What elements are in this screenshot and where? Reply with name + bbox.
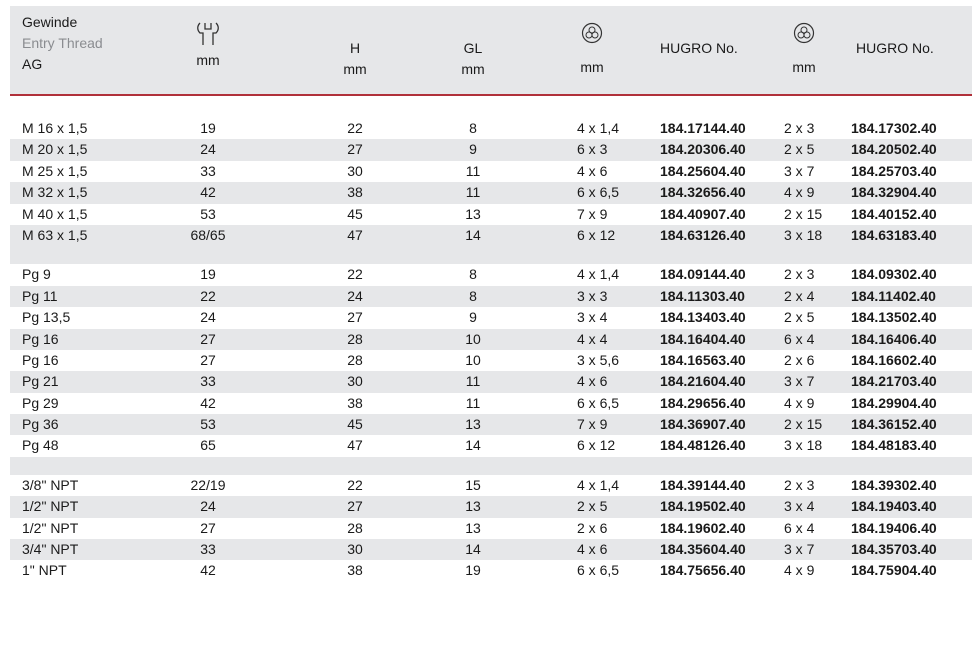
cell-seal-b: 3 x 18	[784, 437, 823, 454]
table-row	[10, 139, 972, 160]
cell-gl: 13	[465, 205, 481, 222]
header-height-unit: mm	[343, 61, 367, 77]
table-row	[10, 393, 972, 414]
cell-thread: Pg 48	[22, 437, 59, 454]
cell-thread: 3/8" NPT	[22, 476, 79, 493]
cell-wrench-size: 22/19	[190, 476, 226, 493]
cell-hugro-a: 184.48126.40	[660, 437, 746, 454]
cell-height: 28	[347, 519, 363, 536]
cell-seal-b: 2 x 4	[784, 287, 815, 304]
cell-thread: 1" NPT	[22, 562, 67, 579]
cell-height: 27	[347, 141, 363, 158]
cell-height: 22	[347, 266, 363, 283]
cell-seal-b: 6 x 4	[784, 330, 815, 347]
cell-hugro-a: 184.16563.40	[660, 351, 746, 368]
cell-seal-b: 3 x 7	[784, 373, 815, 390]
header-seal-a-unit: mm	[580, 59, 604, 75]
cell-wrench-size: 33	[200, 373, 216, 390]
cell-hugro-a: 184.19602.40	[660, 519, 746, 536]
table-row	[10, 414, 972, 435]
cell-gl: 11	[465, 373, 481, 390]
cell-seal-b: 2 x 15	[784, 416, 823, 433]
cell-hugro-b: 184.40152.40	[851, 205, 937, 222]
table-row	[10, 118, 972, 139]
cell-height: 22	[347, 120, 363, 136]
cell-thread: Pg 13,5	[22, 309, 71, 326]
cell-seal-b: 2 x 3	[784, 476, 815, 493]
cell-wrench-size: 53	[200, 416, 216, 433]
table-row	[10, 475, 972, 496]
cell-thread: Pg 21	[22, 373, 59, 390]
cell-height: 38	[347, 394, 363, 411]
cell-hugro-a: 184.25604.40	[660, 162, 746, 179]
cell-gl: 9	[469, 141, 477, 158]
cell-thread: M 32 x 1,5	[22, 184, 88, 201]
cell-hugro-b: 184.48183.40	[851, 437, 937, 454]
cell-seal-b: 2 x 5	[784, 309, 815, 326]
cell-hugro-b: 184.13502.40	[851, 309, 937, 326]
cell-wrench-size: 27	[200, 519, 216, 536]
cell-thread: Pg 11	[22, 287, 58, 304]
cell-height: 30	[347, 373, 363, 390]
header-wrench	[172, 20, 244, 71]
cell-wrench-size: 19	[200, 120, 216, 136]
table-row	[10, 204, 972, 225]
table-row	[10, 286, 972, 307]
cell-gl: 14	[465, 541, 481, 558]
cell-seal-a: 7 x 9	[577, 416, 608, 433]
cell-height: 27	[347, 498, 363, 515]
header-seal-b	[782, 22, 826, 78]
table-row	[10, 518, 972, 539]
group-separator	[10, 96, 972, 118]
table-row	[10, 307, 972, 328]
table-row	[10, 225, 972, 246]
cell-hugro-b: 184.16406.40	[851, 330, 937, 347]
cell-seal-b: 2 x 5	[784, 141, 815, 158]
cell-thread: M 63 x 1,5	[22, 226, 88, 243]
cell-hugro-a: 184.35604.40	[660, 541, 746, 558]
cell-gl: 15	[465, 476, 481, 493]
cell-seal-b: 3 x 7	[784, 162, 815, 179]
cell-gl: 11	[465, 162, 481, 179]
cell-hugro-b: 184.39302.40	[851, 476, 937, 493]
cell-gl: 13	[465, 498, 481, 515]
cell-hugro-b: 184.19406.40	[851, 519, 937, 536]
cell-seal-b: 2 x 15	[784, 205, 823, 222]
cell-thread: Pg 16	[22, 330, 59, 347]
header-height-label: H	[349, 40, 361, 56]
table-row	[10, 350, 972, 371]
cell-hugro-b: 184.21703.40	[851, 373, 937, 390]
cell-gl: 8	[469, 287, 477, 304]
cell-hugro-b: 184.63183.40	[851, 226, 937, 243]
cell-seal-a: 4 x 6	[577, 541, 608, 558]
table-header	[10, 6, 972, 96]
header-thread-de: Gewinde	[22, 14, 78, 30]
cell-hugro-a: 184.21604.40	[660, 373, 746, 390]
cell-hugro-b: 184.09302.40	[851, 266, 937, 283]
cell-thread: 1/2" NPT	[22, 498, 79, 515]
cell-height: 38	[347, 562, 363, 579]
cell-seal-a: 6 x 3	[577, 141, 608, 158]
cell-hugro-b: 184.75904.40	[851, 562, 937, 579]
cell-hugro-b: 184.16602.40	[851, 351, 937, 368]
cell-seal-a: 4 x 1,4	[577, 476, 620, 493]
cell-wrench-size: 27	[200, 351, 216, 368]
cell-seal-a: 4 x 1,4	[577, 266, 620, 283]
table-row	[10, 435, 972, 456]
cell-hugro-b: 184.29904.40	[851, 394, 937, 411]
cell-hugro-a: 184.19502.40	[660, 498, 746, 515]
cell-thread: M 16 x 1,5	[22, 120, 88, 136]
cell-hugro-a: 184.63126.40	[660, 226, 746, 243]
cell-wrench-size: 42	[200, 394, 216, 411]
cell-height: 47	[347, 437, 363, 454]
multi-hole-seal-icon	[581, 22, 603, 44]
header-seal-b-unit: mm	[792, 59, 816, 75]
cell-hugro-b: 184.11402.40	[851, 287, 936, 304]
cell-height: 30	[347, 541, 363, 558]
cell-height: 24	[347, 287, 363, 304]
table-row	[10, 161, 972, 182]
cell-hugro-a: 184.16404.40	[660, 330, 746, 347]
cell-seal-a: 3 x 3	[577, 287, 608, 304]
wrench-size-icon	[195, 20, 221, 48]
cell-thread: 1/2" NPT	[22, 519, 79, 536]
header-seal-a	[570, 22, 614, 78]
cell-seal-a: 7 x 9	[577, 205, 608, 222]
cell-seal-a: 4 x 6	[577, 373, 608, 390]
cell-seal-a: 3 x 5,6	[577, 351, 620, 368]
cell-seal-b: 2 x 3	[784, 120, 815, 136]
cell-seal-a: 6 x 6,5	[577, 394, 620, 411]
cell-seal-a: 6 x 12	[577, 226, 616, 243]
header-gl	[438, 38, 508, 80]
cell-hugro-a: 184.32656.40	[660, 184, 746, 201]
cell-seal-a: 4 x 6	[577, 162, 608, 179]
cell-thread: Pg 9	[22, 266, 51, 283]
cell-gl: 13	[465, 519, 481, 536]
cell-height: 38	[347, 184, 363, 201]
table-body	[10, 96, 972, 582]
cell-seal-a: 6 x 12	[577, 437, 616, 454]
cell-seal-a: 3 x 4	[577, 309, 608, 326]
cell-thread: Pg 29	[22, 394, 59, 411]
cell-hugro-b: 184.35703.40	[851, 541, 937, 558]
header-thread	[22, 12, 103, 75]
product-table	[10, 6, 972, 582]
table-row	[10, 264, 972, 285]
cell-wrench-size: 68/65	[190, 226, 226, 243]
cell-hugro-b: 184.32904.40	[851, 184, 937, 201]
cell-gl: 8	[469, 120, 477, 136]
cell-height: 47	[347, 226, 363, 243]
cell-height: 45	[347, 416, 363, 433]
cell-seal-a: 4 x 4	[577, 330, 608, 347]
group-separator	[10, 457, 972, 475]
cell-seal-a: 6 x 6,5	[577, 562, 620, 579]
multi-hole-seal-icon	[793, 22, 815, 44]
table-row	[10, 496, 972, 517]
cell-wrench-size: 42	[200, 184, 216, 201]
cell-hugro-b: 184.20502.40	[851, 141, 937, 158]
cell-seal-b: 3 x 4	[784, 498, 815, 515]
cell-wrench-size: 33	[200, 162, 216, 179]
cell-seal-a: 6 x 6,5	[577, 184, 620, 201]
cell-hugro-a: 184.17144.40	[660, 120, 746, 136]
cell-hugro-a: 184.13403.40	[660, 309, 746, 326]
cell-seal-a: 2 x 5	[577, 498, 608, 515]
cell-wrench-size: 65	[200, 437, 216, 454]
cell-height: 30	[347, 162, 363, 179]
cell-hugro-a: 184.09144.40	[660, 266, 746, 283]
table-row	[10, 329, 972, 350]
cell-gl: 11	[465, 184, 481, 201]
cell-wrench-size: 24	[200, 309, 216, 326]
cell-seal-b: 2 x 6	[784, 351, 815, 368]
cell-gl: 13	[465, 416, 481, 433]
cell-seal-b: 2 x 3	[784, 266, 815, 283]
cell-height: 28	[347, 351, 363, 368]
header-hugro-a: HUGRO No.	[660, 40, 738, 56]
cell-thread: M 40 x 1,5	[22, 205, 88, 222]
group-separator	[10, 246, 972, 264]
cell-gl: 19	[465, 562, 481, 579]
cell-hugro-b: 184.36152.40	[851, 416, 937, 433]
cell-wrench-size: 33	[200, 541, 216, 558]
cell-seal-b: 3 x 18	[784, 226, 823, 243]
header-hugro-b: HUGRO No.	[856, 40, 934, 56]
cell-thread: M 20 x 1,5	[22, 141, 88, 158]
cell-wrench-size: 24	[200, 141, 216, 158]
cell-thread: 3/4" NPT	[22, 541, 79, 558]
cell-gl: 10	[465, 330, 481, 347]
cell-seal-b: 3 x 7	[784, 541, 815, 558]
cell-height: 45	[347, 205, 363, 222]
cell-hugro-a: 184.75656.40	[660, 562, 746, 579]
table-row	[10, 371, 972, 392]
header-gl-label: GL	[463, 40, 483, 56]
cell-hugro-a: 184.40907.40	[660, 205, 746, 222]
cell-thread: Pg 36	[22, 416, 59, 433]
cell-height: 28	[347, 330, 363, 347]
cell-wrench-size: 22	[200, 287, 216, 304]
header-wrench-unit: mm	[196, 52, 220, 68]
cell-hugro-b: 184.25703.40	[851, 162, 937, 179]
header-thread-en: Entry Thread	[22, 35, 103, 51]
cell-gl: 9	[469, 309, 477, 326]
cell-hugro-a: 184.39144.40	[660, 476, 746, 493]
cell-seal-b: 4 x 9	[784, 394, 815, 411]
cell-seal-a: 2 x 6	[577, 519, 608, 536]
cell-gl: 8	[469, 266, 477, 283]
cell-seal-b: 4 x 9	[784, 184, 815, 201]
cell-gl: 14	[465, 226, 481, 243]
table-row	[10, 560, 972, 581]
header-gl-unit: mm	[461, 61, 485, 77]
cell-gl: 11	[465, 394, 481, 411]
cell-thread: M 25 x 1,5	[22, 162, 88, 179]
cell-hugro-a: 184.20306.40	[660, 141, 746, 158]
cell-hugro-a: 184.36907.40	[660, 416, 746, 433]
cell-wrench-size: 24	[200, 498, 216, 515]
cell-height: 22	[347, 476, 363, 493]
cell-wrench-size: 19	[200, 266, 216, 283]
cell-wrench-size: 27	[200, 330, 216, 347]
cell-seal-a: 4 x 1,4	[577, 120, 620, 136]
cell-wrench-size: 53	[200, 205, 216, 222]
table-row	[10, 182, 972, 203]
cell-hugro-a: 184.29656.40	[660, 394, 746, 411]
cell-height: 27	[347, 309, 363, 326]
cell-hugro-b: 184.19403.40	[851, 498, 937, 515]
cell-seal-b: 4 x 9	[784, 562, 815, 579]
cell-hugro-a: 184.11303.40	[660, 287, 745, 304]
header-height	[320, 38, 390, 80]
cell-seal-b: 6 x 4	[784, 519, 815, 536]
cell-gl: 14	[465, 437, 481, 454]
table-row	[10, 539, 972, 560]
cell-wrench-size: 42	[200, 562, 216, 579]
header-thread-type: AG	[22, 56, 43, 72]
cell-gl: 10	[465, 351, 481, 368]
cell-hugro-b: 184.17302.40	[851, 120, 937, 136]
cell-thread: Pg 16	[22, 351, 59, 368]
